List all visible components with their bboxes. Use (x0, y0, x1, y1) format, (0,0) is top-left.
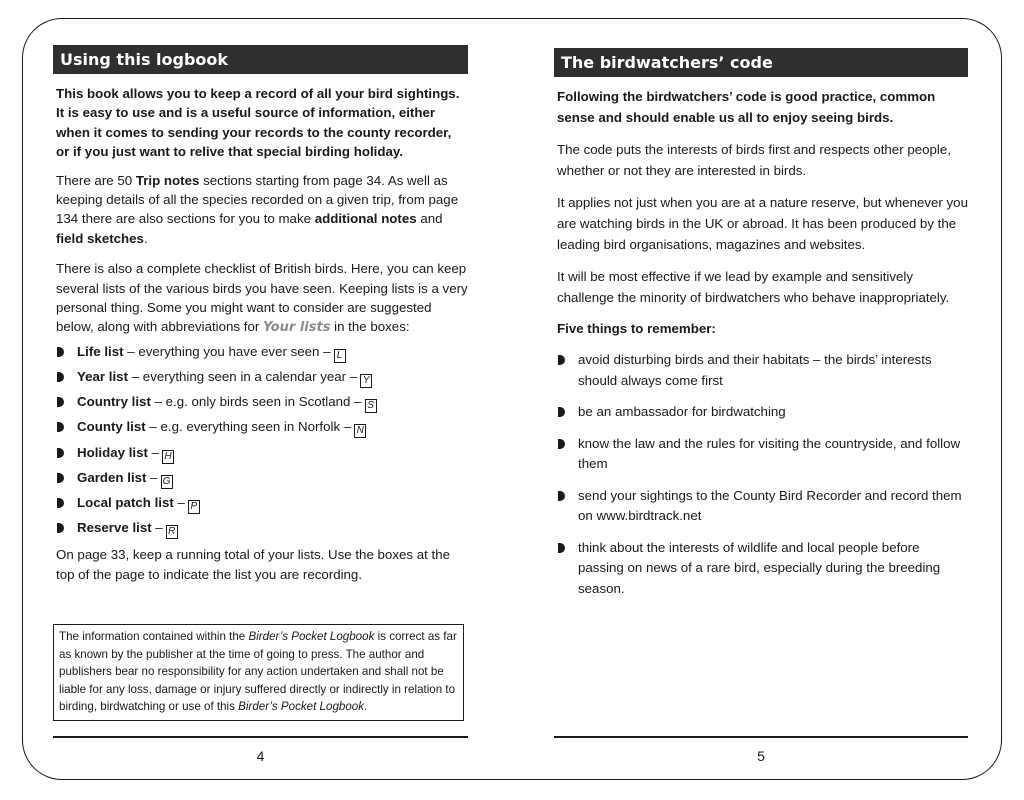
list-code-box: G (161, 475, 173, 489)
running-total-paragraph: On page 33, keep a running total of your lists. Use the boxes at the top of the page to indicate the list you are recording. (56, 547, 450, 582)
list-code-box: S (365, 399, 377, 413)
intro-paragraph: This book allows you to keep a record of all your bird sightings. It is easy to use and is a useful source of information, either when it comes to sending your records to the county recorder, or if you just want to relive that special birding holiday. (56, 86, 460, 160)
page-number: 4 (256, 748, 265, 764)
footer-rule (554, 736, 968, 738)
list-item: be an ambassador for birdwatching (557, 402, 968, 423)
disclaimer-box: The information contained within the Birder’s Pocket Logbook is correct as far as known by the publisher at the time of going to press. The author and publishers bear no responsibility for any action undertaken and shall not be liable for any loss, damage or injury suffered directly or indirectly in relation to birding, birdwatching or use of this Birder’s Pocket Logbook. (53, 624, 464, 721)
code-paragraph-1: The code puts the interests of birds first and respects other people, whether or not they are interested in birds. (557, 142, 951, 178)
right-page-content (557, 86, 968, 610)
list-types (56, 342, 468, 544)
bullet-icon (558, 543, 565, 553)
right-page (554, 0, 968, 800)
list-item: know the law and the rules for visiting the countryside, and follow them (557, 434, 968, 475)
right-page-heading: The birdwatchers’ code (554, 48, 968, 77)
page-number: 5 (757, 748, 765, 764)
list-item: County list – e.g. everything seen in Norfolk – N (56, 417, 468, 442)
list-item: Year list – everything seen in a calendar year – Y (56, 367, 468, 392)
list-code-box: L (334, 349, 346, 363)
bullet-icon (57, 448, 64, 458)
bullet-icon (57, 498, 64, 508)
bullet-icon (558, 355, 565, 365)
code-items (557, 350, 968, 599)
list-item: send your sightings to the County Bird Recorder and record them on www.birdtrack.net (557, 486, 968, 527)
bullet-icon (57, 473, 64, 483)
trip-notes-paragraph: There are 50 Trip notes sections starting from page 34. As well as keeping details of all the species recorded on a given trip, from page 134 there are also sections for you to make additional notes and field sketches. (56, 172, 459, 246)
list-code-box: R (166, 525, 178, 539)
list-item: Reserve list – R (56, 518, 468, 543)
list-item: Life list – everything you have ever seen – L (56, 342, 468, 367)
bullet-icon (558, 407, 565, 417)
footer-rule (53, 736, 468, 738)
list-item: avoid disturbing birds and their habitats – the birds’ interests should always come first (557, 350, 968, 391)
list-item: Local patch list – P (56, 493, 468, 518)
left-page-content (56, 84, 468, 595)
list-code-box: P (188, 500, 200, 514)
five-things-heading: Five things to remember: (557, 321, 716, 336)
checklist-paragraph: There is also a complete checklist of British birds. Here, you can keep several lists of the various birds you have seen. Keeping lists is a very personal thing. Some you might want to consider are suggested below, along with abbreviations for Your lists in the boxes: (56, 261, 468, 336)
list-item: Holiday list – H (56, 443, 468, 468)
list-code-box: N (354, 424, 366, 438)
list-item: Country list – e.g. only birds seen in Scotland – S (56, 392, 468, 417)
list-item: Garden list – G (56, 468, 468, 493)
left-page-heading: Using this logbook (53, 45, 468, 74)
bullet-icon (57, 372, 64, 382)
list-item: think about the interests of wildlife and local people before passing on news of a rare bird, especially during the breeding season. (557, 538, 968, 600)
list-code-box: H (162, 450, 174, 464)
bullet-icon (57, 422, 64, 432)
code-intro-paragraph: Following the birdwatchers’ code is good practice, common sense and should enable us all to enjoy seeing birds. (557, 89, 936, 125)
code-paragraph-2: It applies not just when you are at a nature reserve, but whenever you are watching birds in the UK or abroad. It has been produced by the leading bird organisations, magazines and websites. (557, 195, 968, 252)
bullet-icon (57, 523, 64, 533)
list-code-box: Y (360, 374, 372, 388)
code-paragraph-3: It will be most effective if we lead by example and sensitively challenge the minority of birdwatchers who behave inappropriately. (557, 269, 950, 305)
bullet-icon (558, 491, 565, 501)
bullet-icon (57, 347, 64, 357)
bullet-icon (558, 439, 565, 449)
left-page (53, 0, 468, 800)
bullet-icon (57, 397, 64, 407)
